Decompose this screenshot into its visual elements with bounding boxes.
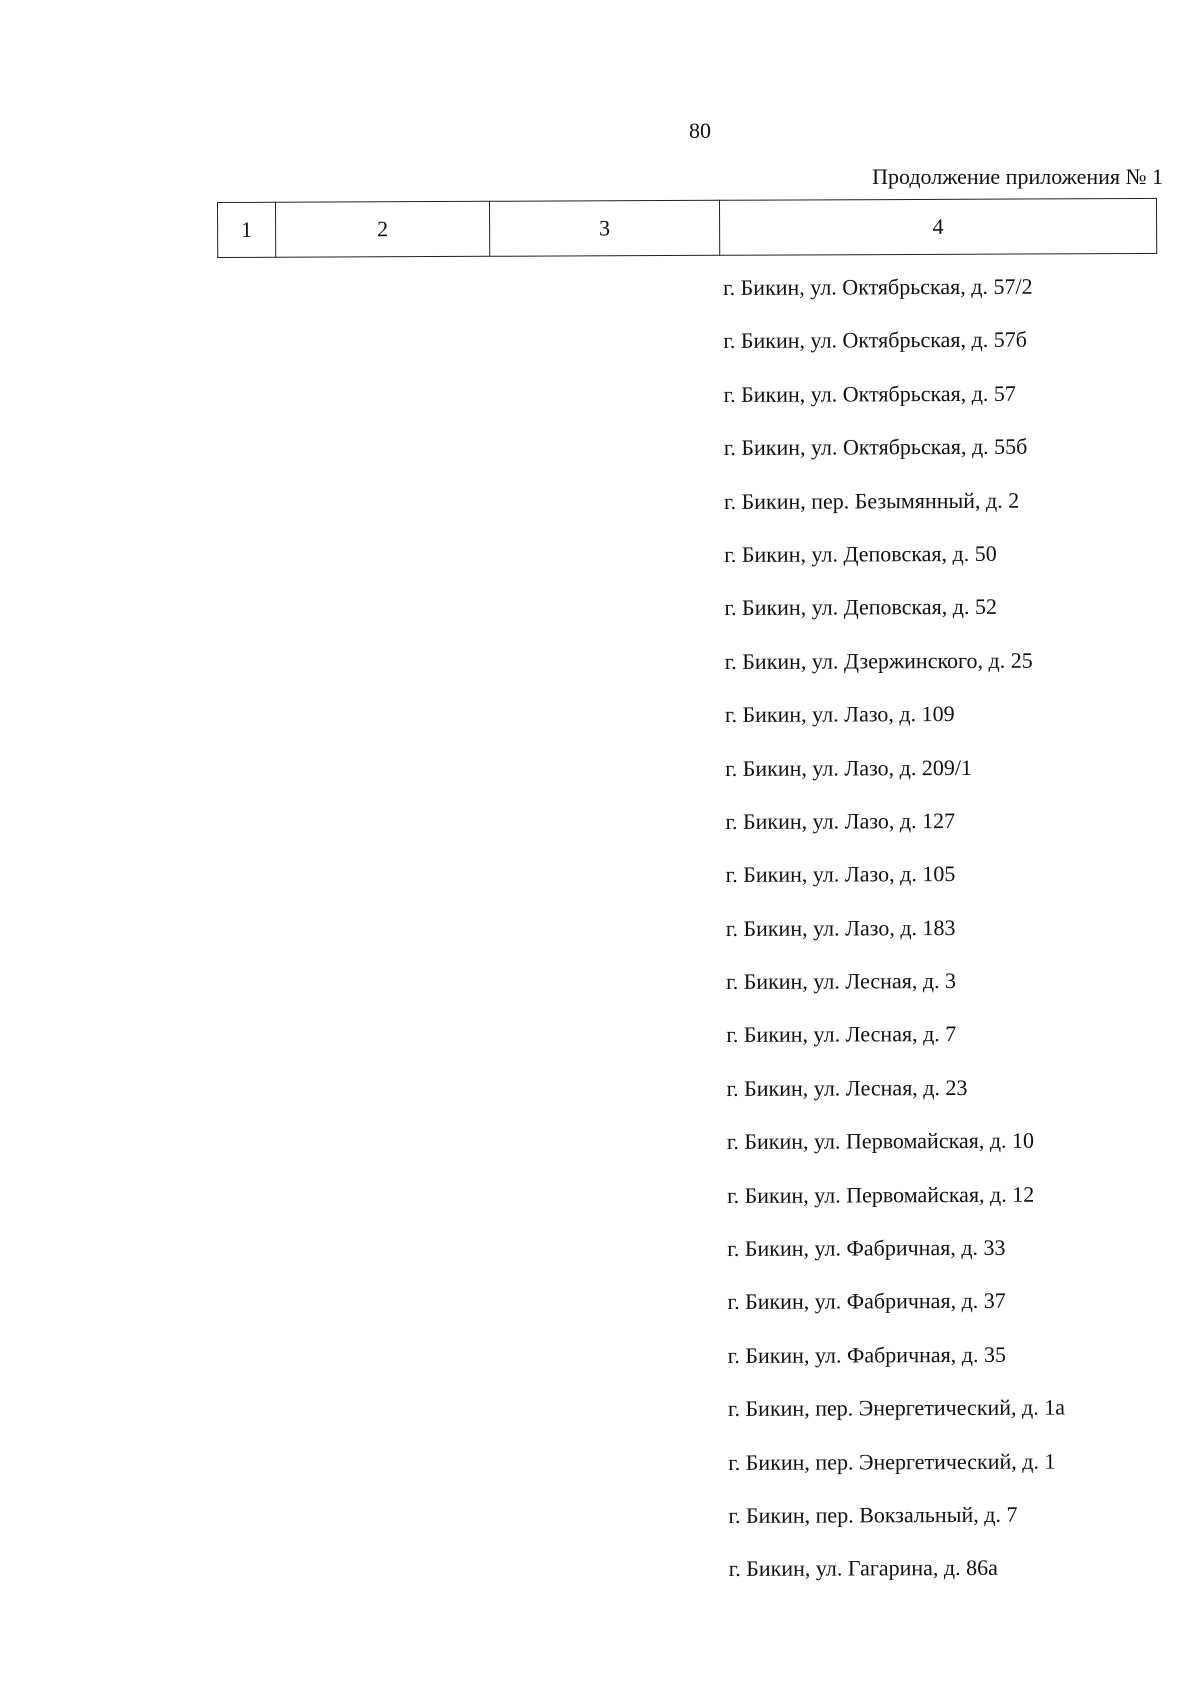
address-list: [723, 267, 1066, 1603]
address-item: г. Бикин, ул. Лазо, д. 127: [725, 807, 956, 834]
column-header-3: 3: [489, 200, 719, 256]
address-item: г. Бикин, пер. Безымянный, д. 2: [723, 487, 1020, 514]
address-item: г. Бикин, ул. Деповская, д. 52: [724, 594, 998, 621]
address-item: г. Бикин, ул. Лазо, д. 109: [724, 701, 955, 728]
address-item: г. Бикин, ул. Октябрьская, д. 55б: [723, 433, 1028, 461]
address-item: г. Бикин, ул. Гагарина, д. 86а: [728, 1555, 998, 1582]
address-item: г. Бикин, пер. Вокзальный, д. 7: [728, 1501, 1018, 1528]
address-item: г. Бикин, ул. Первомайская, д. 12: [726, 1181, 1035, 1208]
column-header-2: 2: [276, 201, 490, 257]
appendix-continuation-note: Продолжение приложения № 1: [872, 164, 1163, 189]
page-number: 80: [689, 118, 711, 143]
address-item: г. Бикин, ул. Октябрьская, д. 57/2: [723, 273, 1033, 300]
address-item: г. Бикин, пер. Энергетический, д. 1: [728, 1448, 1056, 1475]
address-item: г. Бикин, ул. Лесная, д. 23: [726, 1074, 968, 1101]
address-item: г. Бикин, ул. Лазо, д. 183: [725, 914, 956, 941]
address-item: г. Бикин, ул. Лесная, д. 3: [726, 968, 957, 995]
column-header-row: [218, 198, 1157, 257]
address-item: г. Бикин, ул. Фабричная, д. 37: [727, 1288, 1006, 1315]
address-item: г. Бикин, ул. Деповская, д. 50: [724, 540, 997, 567]
address-item: г. Бикин, ул. Октябрьская, д. 57б: [723, 327, 1027, 354]
address-item: г. Бикин, ул. Лазо, д. 105: [725, 861, 956, 888]
column-header-1: 1: [218, 202, 276, 257]
address-item: г. Бикин, ул. Фабричная, д. 35: [727, 1341, 1007, 1368]
address-item: г. Бикин, ул. Лазо, д. 209/1: [725, 754, 972, 781]
address-item: г. Бикин, ул. Первомайская, д. 10: [726, 1127, 1035, 1155]
address-item: г. Бикин, ул. Фабричная, д. 33: [727, 1234, 1006, 1262]
address-item: г. Бикин, ул. Лесная, д. 7: [726, 1021, 957, 1048]
address-item: г. Бикин, ул. Дзержинского, д. 25: [724, 647, 1033, 674]
column-header-4: 4: [719, 198, 1156, 255]
column-header-table: [217, 198, 1157, 258]
address-item: г. Бикин, пер. Энергетический, д. 1а: [727, 1394, 1066, 1422]
address-item: г. Бикин, ул. Октябрьская, д. 57: [723, 380, 1016, 407]
